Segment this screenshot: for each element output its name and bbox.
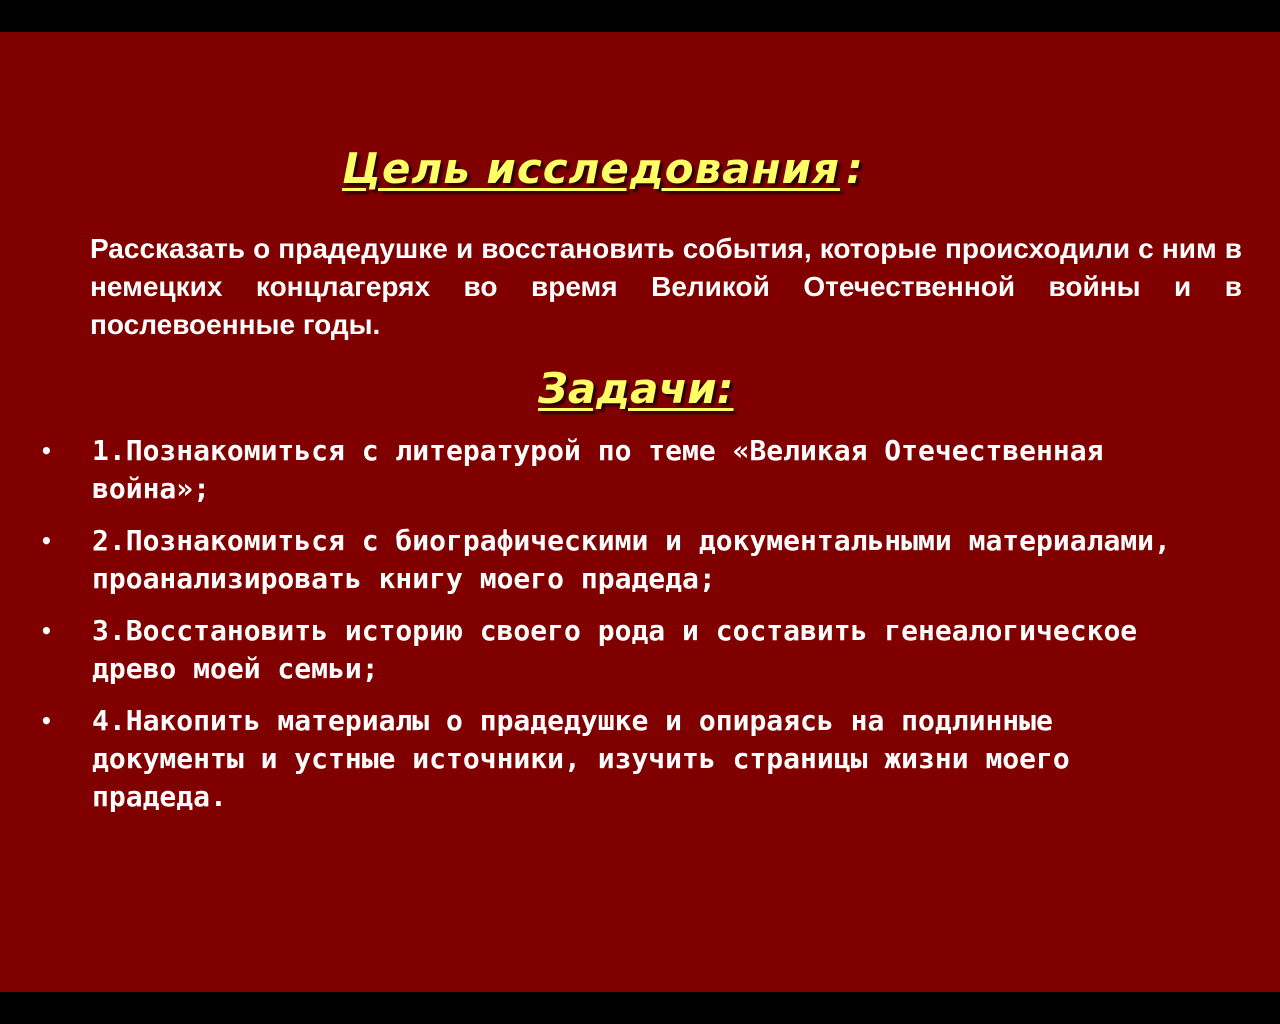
presentation-slide xyxy=(0,32,1280,992)
bullet-icon: • xyxy=(40,529,53,553)
bullet-icon: • xyxy=(40,439,53,463)
task-item-3 xyxy=(0,612,1280,688)
task-item-2 xyxy=(0,522,1280,598)
task-text: 2.Познакомиться с биографическими и документальными материалами, проанализировать книгу моего прадеда; xyxy=(92,524,1171,595)
bullet-icon: • xyxy=(40,619,53,643)
goal-heading xyxy=(342,144,864,193)
letterbox-top xyxy=(0,0,1280,32)
letterbox-bottom xyxy=(0,992,1280,1024)
goal-heading-colon: : xyxy=(845,144,864,193)
goal-text: Рассказать о прадедушке и восстановить события, которые происходили с ним в немецких концлагерях во время Великой Отечественной войны и в послевоенные годы. xyxy=(90,233,1242,340)
task-item-1 xyxy=(0,432,1280,508)
task-item-4 xyxy=(0,702,1280,816)
task-text: 3.Восстановить историю своего рода и составить генеалогическое древо моей семьи; xyxy=(92,614,1138,685)
task-text: 4.Накопить материалы о прадедушке и опираясь на подлинные документы и устные источники, изучить страницы жизни моего прадеда. xyxy=(92,704,1070,813)
goal-heading-text: Цель исследования xyxy=(342,144,840,193)
task-text: 1.Познакомиться с литературой по теме «Великая Отечественная война»; xyxy=(92,434,1104,505)
tasks-list xyxy=(0,432,1280,830)
bullet-icon: • xyxy=(40,709,53,733)
tasks-heading: Задачи: xyxy=(538,364,734,413)
